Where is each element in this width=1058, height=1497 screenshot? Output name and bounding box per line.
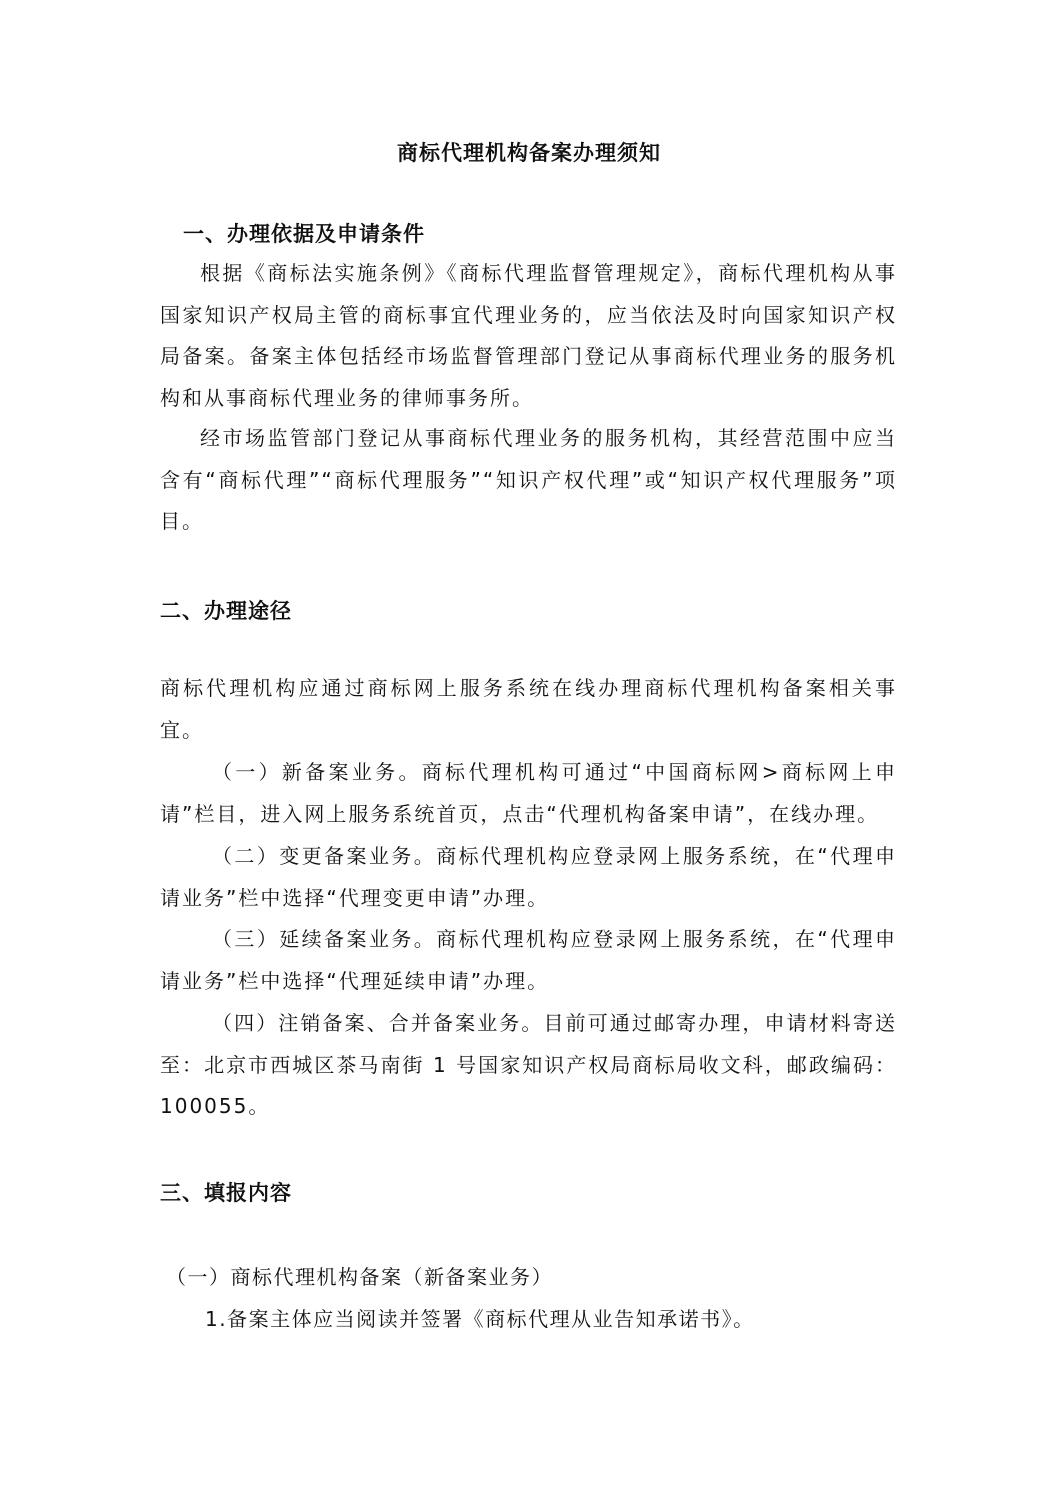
section-2-item-2: （二）变更备案业务。商标代理机构应登录网上服务系统，在“代理申请业务”栏中选择“代理变更申请”办理。: [160, 844, 897, 910]
section-3-heading: 三、填报内容: [160, 1181, 292, 1205]
section-1-paragraph-2: 经市场监管部门登记从事商标代理业务的服务机构，其经营范围中应当含有“商标代理”“商标代理服务”“知识产权代理”或“知识产权代理服务”项目。: [160, 426, 897, 533]
section-1-heading: 一、办理依据及申请条件: [183, 222, 425, 246]
section-3-point-1: 1.备案主体应当阅读并签署《商标代理从业告知承诺书》。: [205, 1307, 755, 1331]
section-2-item-4: （四）注销备案、合并备案业务。目前可通过邮寄办理，申请材料寄送至：北京市西城区茶马南街 1 号国家知识产权局商标局收文科，邮政编码：100055。: [160, 1011, 897, 1118]
section-2-item-1: （一）新备案业务。商标代理机构可通过“中国商标网>商标网上申请”栏目，进入网上服务系统首页，点击“代理机构备案申请”，在线办理。: [160, 760, 897, 826]
section-2-item-3: （三）延续备案业务。商标代理机构应登录网上服务系统，在“代理申请业务”栏中选择“代理延续申请”办理。: [160, 927, 897, 993]
section-1-paragraph-1: 根据《商标法实施条例》《商标代理监督管理规定》，商标代理机构从事国家知识产权局主管的商标事宜代理业务的，应当依法及时向国家知识产权局备案。备案主体包括经市场监督管理部门登记从事商标代理业务的服务机构和从事商标代理业务的律师事务所。: [160, 261, 897, 410]
document-title: 商标代理机构备案办理须知: [397, 141, 661, 165]
section-3-subheading-1: （一）商标代理机构备案（新备案业务）: [166, 1265, 553, 1289]
section-2-heading: 二、办理途径: [160, 599, 292, 623]
section-2-intro: 商标代理机构应通过商标网上服务系统在线办理商标代理机构备案相关事宜。: [160, 676, 897, 742]
